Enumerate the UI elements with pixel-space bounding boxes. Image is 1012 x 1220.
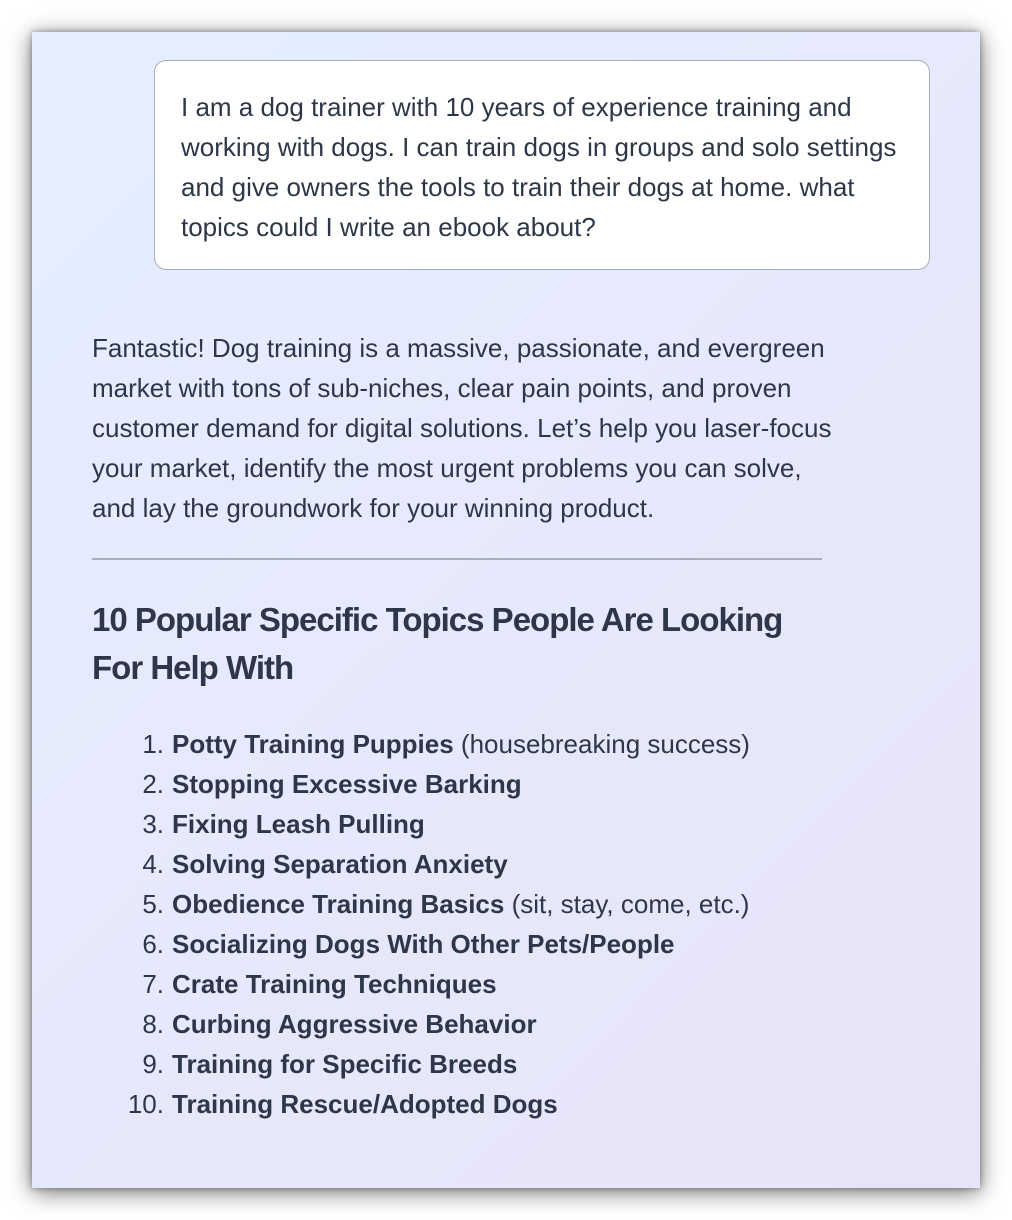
list-item — [92, 1004, 832, 1044]
list-item-title: Stopping Excessive Barking — [172, 769, 522, 799]
assistant-message — [92, 328, 832, 1124]
list-item — [92, 884, 832, 924]
user-message-text: I am a dog trainer with 10 years of experience training and working with dogs. I can train dogs in groups and solo settings and give owners the tools to train their dogs at home. what topics could I write an ebook about? — [181, 92, 897, 242]
divider — [92, 558, 822, 560]
list-item-number: 5. — [142, 889, 164, 919]
list-item — [92, 844, 832, 884]
list-item-number: 6. — [142, 929, 164, 959]
list-item-title: Obedience Training Basics — [172, 889, 505, 919]
list-item-number: 9. — [142, 1049, 164, 1079]
list-item-number: 4. — [142, 849, 164, 879]
list-item-title: Crate Training Techniques — [172, 969, 497, 999]
assistant-intro: Fantastic! Dog training is a massive, passionate, and evergreen market with tons of sub-niches, clear pain points, and proven customer demand for digital solutions. Let’s help you laser-focus your market, identify the most urgent problems you can solve, and lay the groundwork for your winning product. — [92, 333, 832, 523]
user-message-bubble — [154, 60, 930, 270]
topics-heading: 10 Popular Specific Topics People Are Looking For Help With — [92, 601, 783, 686]
list-item-number: 3. — [142, 809, 164, 839]
list-item-title: Potty Training Puppies — [172, 729, 454, 759]
list-item — [92, 804, 832, 844]
list-item-title: Socializing Dogs With Other Pets/People — [172, 929, 675, 959]
list-item-title: Curbing Aggressive Behavior — [172, 1009, 537, 1039]
topics-list — [92, 724, 832, 1124]
list-item-number: 2. — [142, 769, 164, 799]
list-item-note: (housebreaking success) — [453, 729, 750, 759]
list-item-number: 10. — [127, 1089, 164, 1119]
list-item-title: Solving Separation Anxiety — [172, 849, 508, 879]
list-item-number: 8. — [142, 1009, 164, 1039]
list-item-title: Training Rescue/Adopted Dogs — [172, 1089, 558, 1119]
list-item-number: 7. — [142, 969, 164, 999]
list-item-number: 1. — [142, 729, 164, 759]
list-item — [92, 964, 832, 1004]
list-item-title: Fixing Leash Pulling — [172, 809, 425, 839]
chat-panel — [32, 32, 980, 1188]
list-item — [92, 1084, 832, 1124]
list-item — [92, 1044, 832, 1084]
list-item — [92, 724, 832, 764]
list-item — [92, 924, 832, 964]
list-item-title: Training for Specific Breeds — [172, 1049, 518, 1079]
list-item-note: (sit, stay, come, etc.) — [504, 889, 750, 919]
list-item — [92, 764, 832, 804]
